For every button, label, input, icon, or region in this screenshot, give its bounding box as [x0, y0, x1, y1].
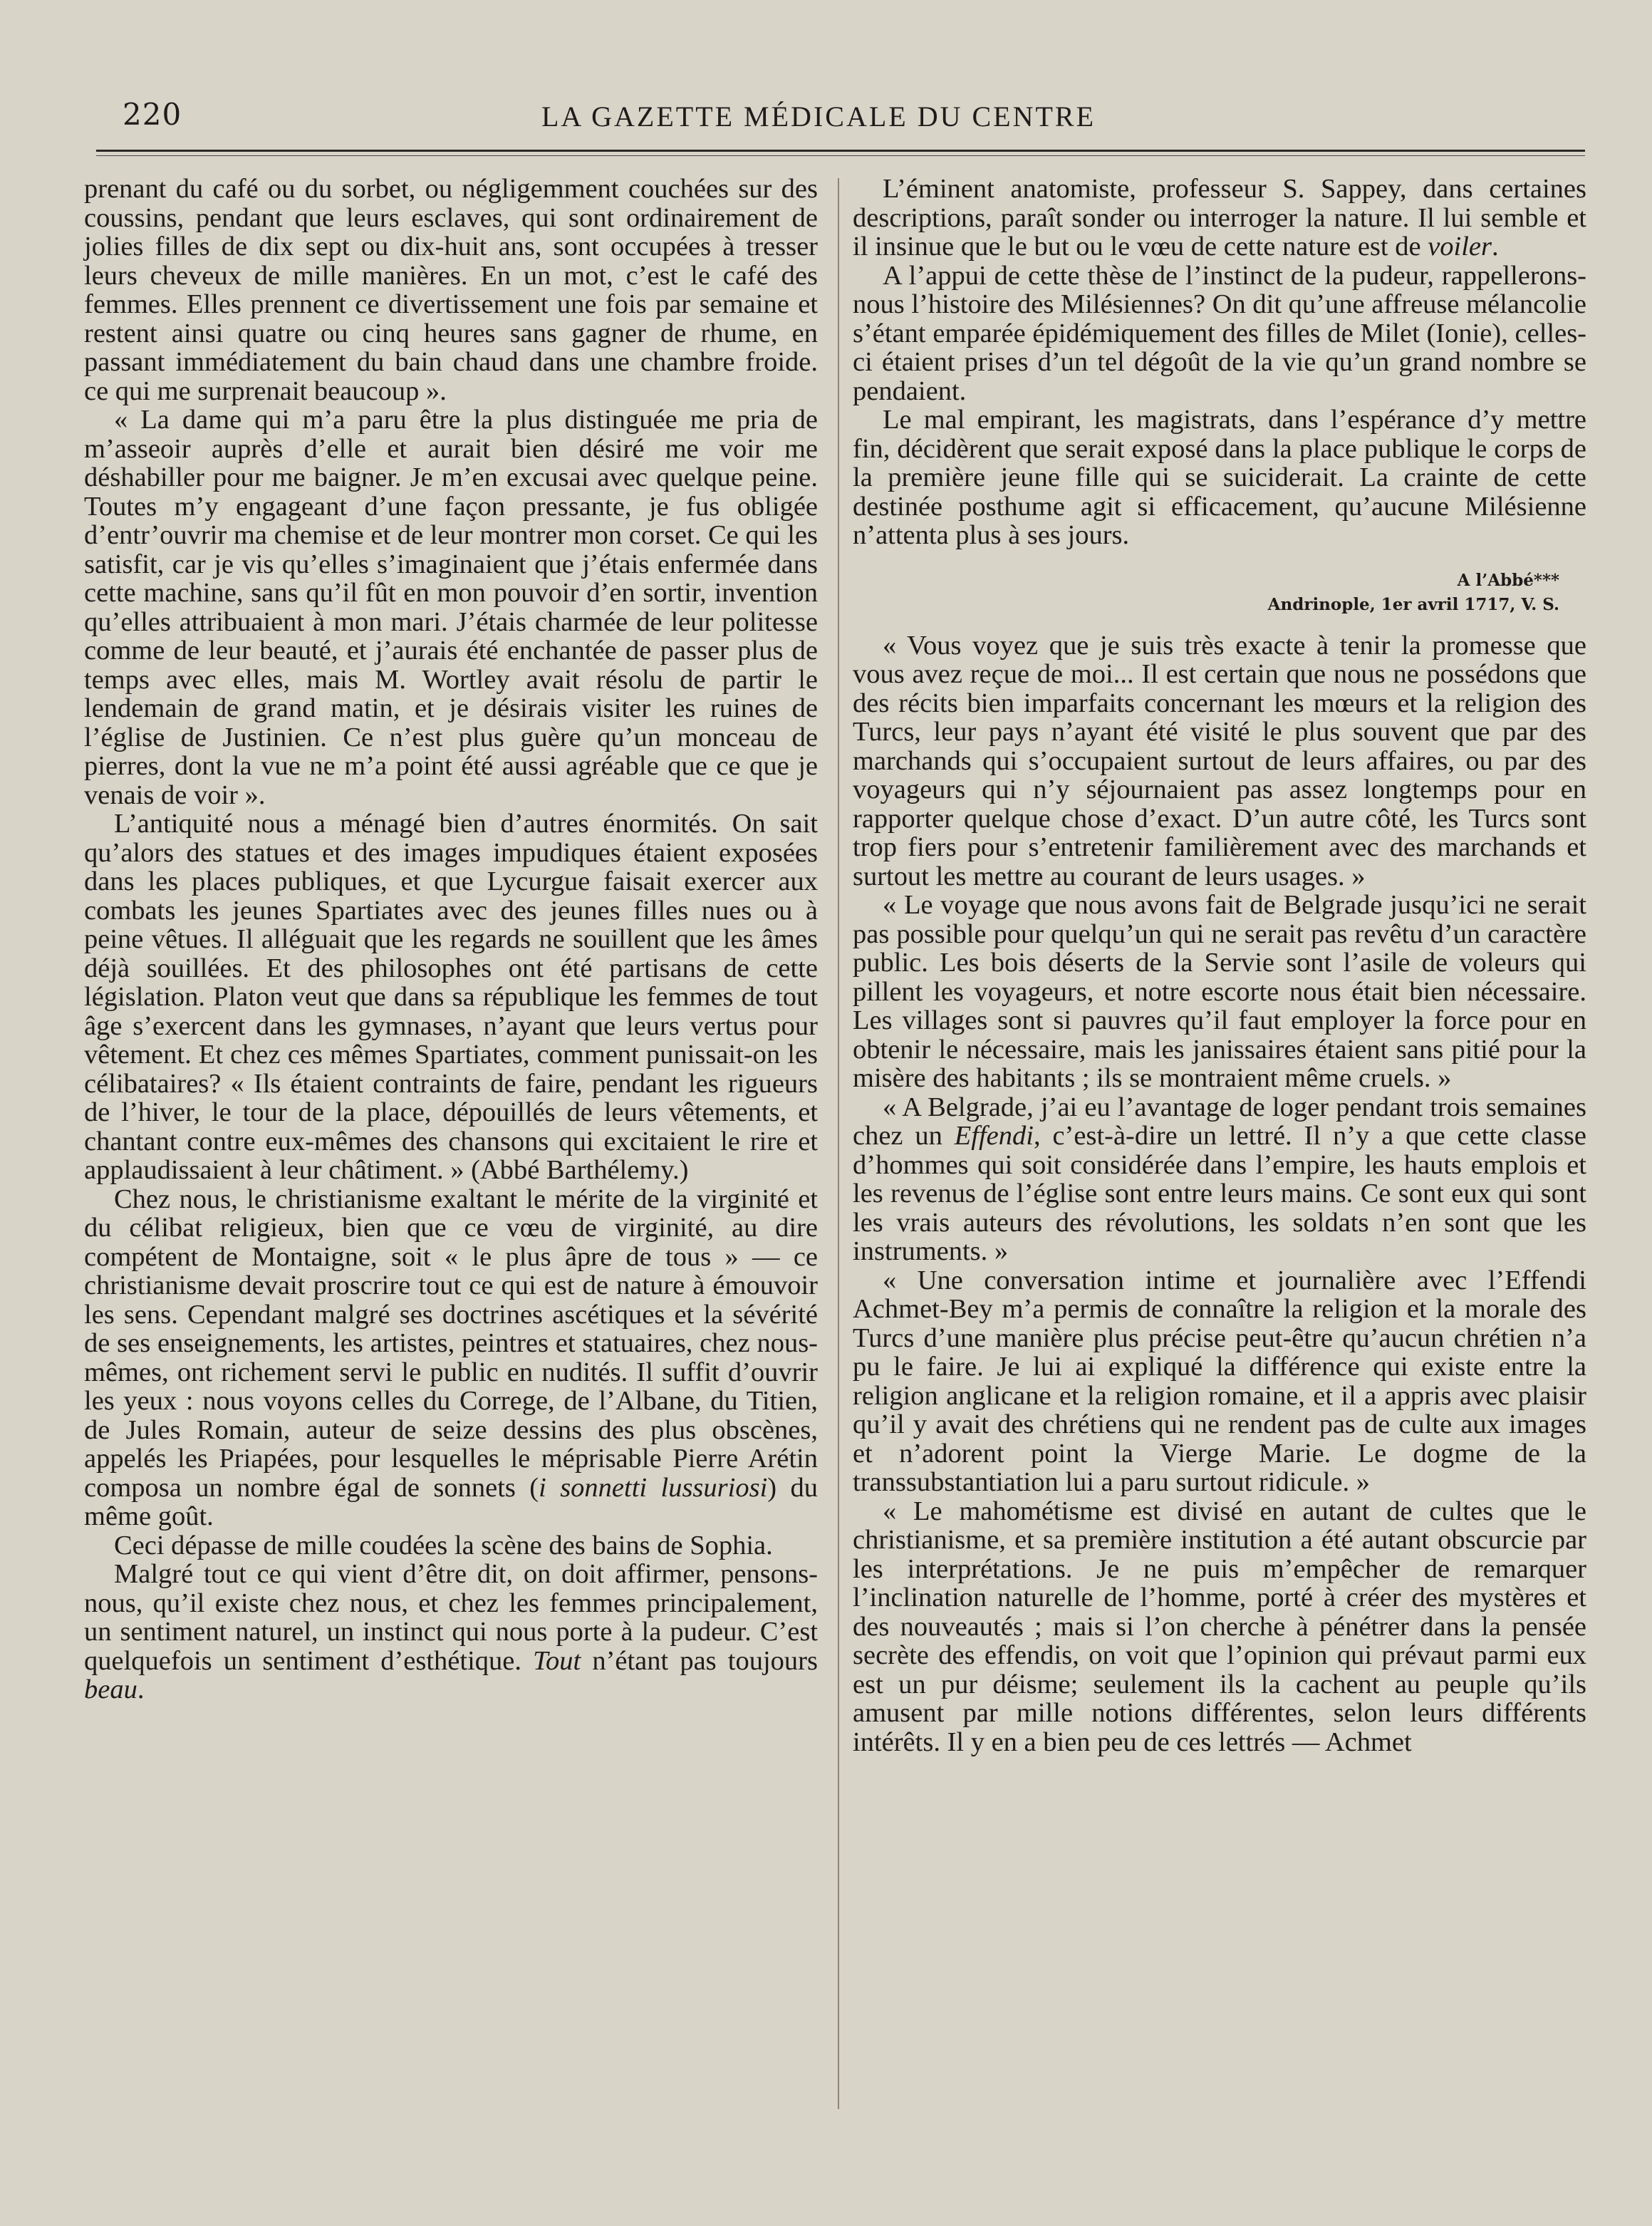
paragraph [853, 175, 1586, 262]
column-divider [838, 178, 839, 2109]
paragraph: Ceci dépasse de mille coudées la scène des bains de Sophia. [114, 1530, 773, 1560]
text-run: , c’est-à-dire un lettré. Il n’y a que cette classe d’hommes qui soit considérée dans l’empire, les hauts emplois et les revenus de l’église sont entre leurs mains. Ce sont eux qui sont les vrais auteurs des révolutions, les soldats n’en sont que les instruments. » [853, 1121, 1587, 1266]
letter-heading [853, 569, 1559, 617]
letter-recipient: A l’Abbé*** [1457, 570, 1559, 590]
italic-run: Tout [533, 1645, 581, 1676]
running-title: LA GAZETTE MÉDICALE DU CENTRE [541, 100, 1096, 133]
paragraph: A l’appui de cette thèse de l’instinct de la pudeur, rappellerons-nous l’histoire des Milésiennes? On dit qu’une affreuse mélancolie s’étant emparée épidémiquement des filles de Milet (Ionie), celles-ci étaient prises d’un tel dégoût de la vie qu’un grand nombre se pendaient. [853, 260, 1586, 406]
italic-run: i sonnetti lussuriosi [539, 1472, 768, 1503]
italic-run: beau [84, 1674, 137, 1704]
right-column [853, 175, 1586, 1756]
paragraph: Le mal empirant, les magistrats, dans l’espérance d’y mettre fin, décidèrent que serait exposé dans la place publique le corps de la première jeune fille qui se suiciderait. La crainte de cette destinée posthume agit si efficacement, qu’aucune Milésienne n’attenta plus à ses jours. [853, 405, 1586, 550]
text-run: « A Belgrade, j’ai eu l’avantage de loger pendant trois semaines chez un [853, 1092, 1586, 1151]
italic-run: voiler [1428, 232, 1492, 262]
page-number: 220 [123, 97, 182, 132]
header-rule [96, 150, 1585, 152]
text-run: n’étant pas toujours [581, 1645, 818, 1676]
paragraph: prenant du café ou du sorbet, ou négligemment couchées sur des coussins, pendant que leurs esclaves, qui sont ordinairement de jolies filles de dix sept ou dix-huit ans, sont occupées à tresser leurs cheveux de mille manières. En un mot, c’est le café des femmes. Elles prennent ce divertissement une fois par semaine et restent ainsi quatre ou cinq heures sans gagner de rhume, en passant immédiatement du bain chaud dans une chambre froide. ce qui me surprenait beaucoup ». [84, 174, 818, 406]
text-run: Malgré tout ce qui vient d’être dit, on doit affirmer, pensons-nous, qu’il existe chez nous, et chez les femmes principalement, un sentiment naturel, un instinct qui nous porte à la pudeur. C’est quelquefois un sentiment d’esthétique. [84, 1559, 818, 1676]
paragraph: « Le voyage que nous avons fait de Belgrade jusqu’ici ne serait pas possible pour quelqu’un qui ne serait pas revêtu d’un caractère public. Les bois déserts de la Servie sont l’asile de voleurs qui pillent les voyageurs, et notre escorte nous était bien nécessaire. Les villages sont si pauvres qu’il faut employer la force pour en obtenir le nécessaire, mais les janissaires étaient sans pitié pour la misère des habitants ; ils se montraient même cruels. » [853, 890, 1586, 1093]
text-run: . [137, 1674, 145, 1704]
text-run: L’éminent anatomiste, professeur S. Sappey, dans certaines descriptions, paraît sonder ou interroger la nature. Il lui semble et il insinue que le but ou le vœu de cette nature est de [853, 174, 1586, 262]
header-rule-thin [96, 155, 1585, 156]
text-run: Chez nous, le christianisme exaltant le mérite de la virginité et du célibat religieux, bien que ce vœu de virginité, au dire compétent de Montaigne, soit « le plus âpre de tous » — ce christianisme devait proscrire tout ce qui est de nature à émouvoir les sens. Cependant malgré ses doctrines ascétiques et la sévérité de ses enseignements, les artistes, peintres et statuaires, chez nous-mêmes, ont richement servi le public en nudités. Il suffit d’ouvrir les yeux : nous voyons celles du Correge, de l’Albane, du Titien, de Jules Romain, auteur de seize dessins des plus obscènes, appelés les Priapées, pour lesquelles le méprisable Pierre Arétin composa un nombre égal de sonnets ( [84, 1184, 818, 1503]
letter-place-date: Andrinople, 1er avril 1717, V. S. [1267, 594, 1559, 614]
paragraph: « La dame qui m’a paru être la plus distinguée me pria de m’asseoir auprès d’elle et aurait bien désiré me voir me déshabiller pour me baigner. Je m’en excusai avec quelque peine. Toutes m’y engageant d’une façon pressante, je fus obligée d’entr’ouvrir ma chemise et de leur montrer mon corset. Ce qui les satisfit, car je vis qu’elles s’imaginaient que j’étais enfermée dans cette machine, sans qu’il fût en mon pouvoir d’en sortir, invention qu’elles attribuaient à mon mari. J’étais charmée de leur politesse comme de leur beauté, et j’aurais été enchantée de passer plus de temps avec elles, mais M. Wortley avait résolu de partir le lendemain de grand matin, et je désirais visiter les ruines de l’église de Justinien. Ce n’est plus guère qu’un monceau de pierres, dont la vue ne m’a point été aussi agréable que ce que je venais de voir ». [84, 405, 818, 810]
paragraph: « Le mahométisme est divisé en autant de cultes que le christianisme, et sa première institution a été autant obscurcie par les interprétations. Je ne puis m’empêcher de remarquer l’inclination naturelle de l’homme, porté à créer des mystères et des nouveautés ; mais si l’on cherche à pénétrer dans la pensée secrète des effendis, on voit que l’opinion qui prévaut parmi eux est un pur déisme; seulement ils la cachent au peuple qu’ils amusent par mille notions différentes, selon leurs différents intérêts. Il y en a bien peu de ces lettrés — Achmet [853, 1496, 1586, 1757]
paragraph [84, 1560, 818, 1704]
paragraph: L’antiquité nous a ménagé bien d’autres énormités. On sait qu’alors des statues et des images impudiques étaient exposées dans les places publiques, et que Lycurgue faisait exercer aux combats les jeunes Spartiates avec des jeunes filles nues ou à peine vêtues. Il alléguait que les regards ne souillent que les âmes déjà souillées. Et des philosophes ont été partisans de cette législation. Platon veut que dans sa république les femmes de tout âge s’exercent dans les gymnases, n’ayant que leurs vertus pour vêtement. Et chez ces mêmes Spartiates, comment punissait-on les célibataires? « Ils étaient contraints de faire, pendant les rigueurs de l’hiver, le tour de la place, dépouillés de leurs vêtements, et chantant contre eux-mêmes des chansons qui excitaient le rire et applaudissaient à leur châtiment. » (Abbé Barthélemy.) [84, 809, 818, 1185]
left-column [84, 175, 818, 1704]
text-run: ) du même goût. [84, 1472, 818, 1531]
italic-run: Effendi [954, 1121, 1034, 1151]
paragraph [853, 1093, 1586, 1266]
paragraph [84, 1185, 818, 1531]
paragraph: « Vous voyez que je suis très exacte à tenir la promesse que vous avez reçue de moi... Il est certain que nous ne possédons que des récits bien imparfaits concernant les mœurs et la religion des Turcs, leur pays n’ayant été visité le plus souvent que par des marchands qui s’occupaient surtout de leurs affaires, ou par des voyageurs qui n’y séjournaient pas assez longtemps pour en rapporter quelque chose d’exact. D’un autre côté, les Turcs sont trop fiers pour s’entretenir familièrement avec des marchands et surtout les mettre au courant de leurs usages. » [853, 630, 1586, 891]
text-run: . [1492, 232, 1499, 262]
paragraph: « Une conversation intime et journalière avec l’Effendi Achmet-Bey m’a permis de connaître la religion et la morale des Turcs d’une manière plus précise peut-être qu’aucun chrétien n’a pu le faire. Je lui ai expliqué la différence qui existe entre la religion anglicane et la religion romaine, et il a appris avec plaisir qu’il y avait des chrétiens qui ne rendent pas de culte aux images et n’adorent point la Vierge Marie. Le dogme de la transsubstantiation lui a paru surtout ridicule. » [853, 1265, 1586, 1497]
